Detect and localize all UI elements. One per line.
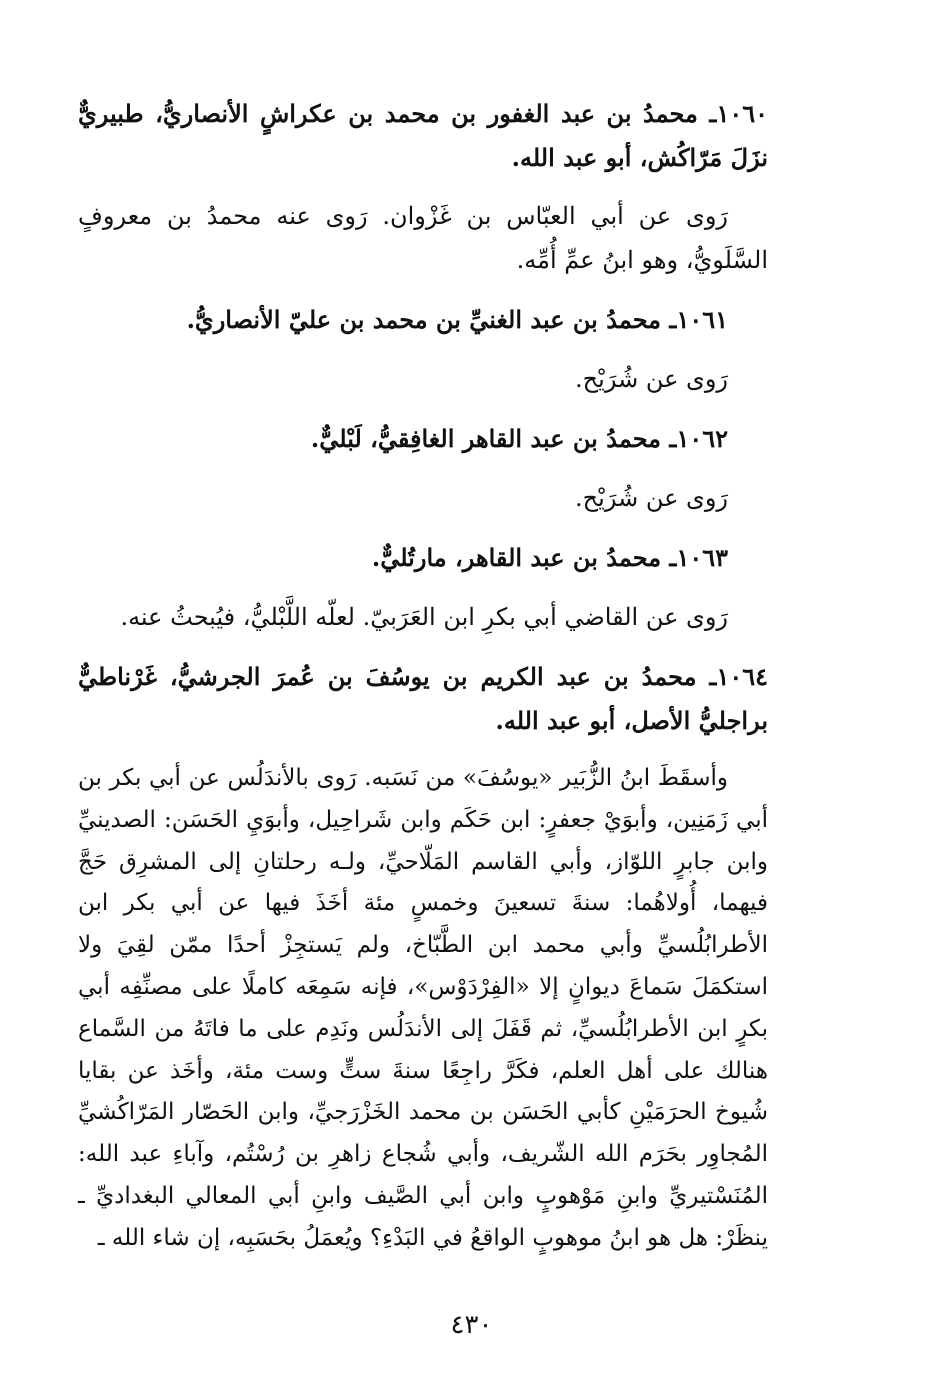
entry-1060-heading <box>78 92 768 179</box>
entry-1062-body: رَوى عن شُرَيْح. <box>575 483 728 512</box>
entry-1063-heading <box>78 536 768 580</box>
entry-heading-text: محمدُ بن عبد القاهر الغافِقيُّ، لَبْليٌّ. <box>310 424 662 453</box>
entry-number: ١٠٦٢ <box>676 424 728 453</box>
entry-1061-body: رَوى عن شُرَيْح. <box>575 364 728 393</box>
entry-heading-text: محمدُ بن عبد الكريم بن يوسُفَ بن عُمرَ الجرشيُّ، غَرْناطيٌّ براجليُّ الأصل، أبو عبد الله. <box>78 662 768 735</box>
entry-1062-heading <box>78 417 768 461</box>
entry-1063-body: رَوى عن القاضي أبي بكرِ ابن العَرَبيّ. لعلّه اللَّبْليُّ، فيُبحثُ عنه. <box>120 602 728 631</box>
entry-number: ١٠٦٤ <box>716 662 768 691</box>
entry-heading-text: محمدُ بن عبد الغنيِّ بن محمد بن عليّ الأنصاريُّ. <box>186 305 662 334</box>
page-number: ٤٣٠ <box>450 1310 493 1340</box>
entry-heading-text: محمدُ بن عبد الغفور بن محمد بن عكراشٍ الأنصاريُّ، طبيريٌّ نزَلَ مَرّاكُش، أبو عبد الله. <box>78 99 768 172</box>
entry-heading-text: محمدُ بن عبد القاهر، مارتُليٌّ. <box>371 543 662 572</box>
dash-separator: ـ <box>661 424 677 453</box>
dash-separator: ـ <box>661 305 677 334</box>
dash-separator: ـ <box>661 543 677 572</box>
document-page <box>78 92 768 1260</box>
entry-number: ١٠٦٠ <box>716 99 768 128</box>
entry-1064-body: وأسقَطَ ابنُ الزُّبَير «يوسُفَ» من نَسَبه. رَوى بالأندَلُس عن أبي بكر بن أبي زَمَنِين، وأبوَيْ جعفرٍ: ابن حَكَم وابن شَراحِيل، وأبوَيِ الحَسَن: الصدينيِّ وابن جابرٍ اللوّاز، وأبي القاسم المَلّاحيِّ، ولـه رحلتانِ إلى المشرِق حَجَّ فيهما، أُولاهُما: سنةَ تسعينَ وخمسٍ مئة أخَذَ فيها عن أبي بكر ابن الأطرابُلُسيِّ وأبي محمد ابن الطَّبّاخ، ولم يَستجِزْ أحدًا ممّن لقِيَ ولا استكمَلَ سَماعَ ديوانٍ إلا «الفِرْدَوْس»، فإنه سَمِعَه كاملًا على مصنِّفِه أبي بكرٍ ابن الأطرابُلُسيِّ، ثم قَفَلَ إلى الأندَلُس ونَدِم على ما فاتَهُ من السَّماع هنالك على أهل العلم، فكَرَّ راجِعًا سنةَ ستٍّ وست مئة، وأخَذ عن بقايا شُيوخ الحرَمَيْنِ كأبي الحَسَن بن محمد الخَزْرَجيِّ، وابن الحَصّار المَرّاكُشيِّ المُجاوِر بحَرَم الله الشّريف، وأبي شُجاع زاهرِ بن رُسْتُم، وآباءِ عبد الله: المُنَسْتيريِّ وابنِ مَوْهوبٍ وابن أبي الصَّيف وابنِ أبي المعالي البغداديِّ ـ ينظَرْ: هل هو ابنُ موهوبٍ الواقعُ في البَدْءِ؟ ويُعمَلُ بحَسَبِه، إن شاء الله ـ <box>78 765 768 1251</box>
entry-1060-body: رَوى عن أبي العبّاس بن غَزْوان. رَوى عنه محمدُ بن معروفٍ السَّلَويُّ، وهو ابنُ عمِّ أُمِّه. <box>78 202 768 274</box>
dash-separator: ـ <box>696 662 717 691</box>
entry-1061-heading <box>78 298 768 342</box>
entry-number: ١٠٦٣ <box>676 543 728 572</box>
dash-separator: ـ <box>697 99 717 128</box>
entry-number: ١٠٦١ <box>676 305 728 334</box>
entry-1064-heading <box>78 655 768 742</box>
